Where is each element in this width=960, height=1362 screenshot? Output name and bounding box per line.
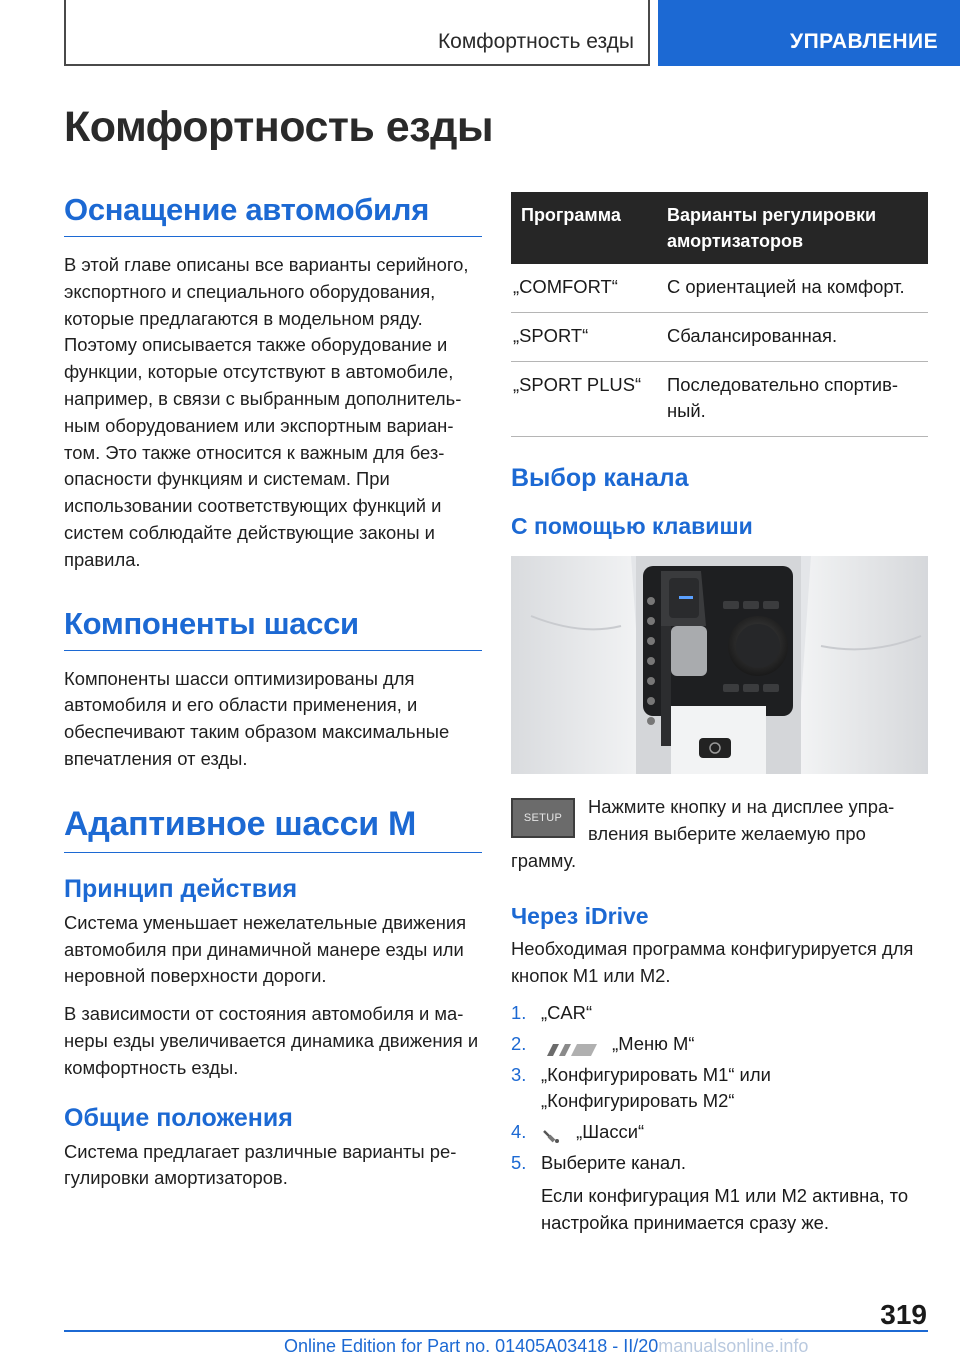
step-text: „Меню M“ [612, 1032, 695, 1054]
page-title: Комфортность езды [64, 103, 494, 151]
header-section-tab[interactable]: УПРАВЛЕНИЕ [658, 0, 960, 66]
general-text: Система предлагает различные варианты регулировки амортизаторов. [64, 1140, 457, 1189]
idrive-steps-list [511, 1000, 928, 1236]
table-cell-variant: С ориентацией на комфорт. [657, 264, 928, 313]
footer-rule [64, 1330, 928, 1332]
center-console-photo [511, 556, 928, 774]
m-menu-icon [541, 1038, 599, 1052]
components-text: Компоненты шасси оптимизированы для автомобиля и его области применения, и обеспечивают таким образом максимальные впечатления от езды. [64, 667, 450, 769]
list-item [511, 1000, 928, 1027]
setup-instruction-text-continued: грамму. [511, 849, 577, 871]
heading-components: Компоненты шасси [64, 606, 482, 651]
setup-instruction [511, 794, 928, 874]
principle-text-1: Система уменьшает нежелательные движения автомобиля при динамичной манере езды или неровной поверхности дороги. [64, 911, 467, 987]
setup-button-icon: SETUP [511, 798, 575, 838]
heading-via-button: С помощью клавиши [511, 513, 753, 539]
table-header-row [511, 192, 928, 264]
center-console-illustration [511, 556, 928, 774]
heading-adaptive-chassis: Адаптивное шасси M [64, 805, 482, 853]
header-chapter-title: Комфортность езды [437, 30, 634, 53]
table-row [511, 264, 928, 313]
step-number: 3. [511, 1063, 527, 1085]
step-number: 4. [511, 1121, 527, 1143]
step-text: Выберите канал. [541, 1151, 686, 1173]
step-text: „Шасси“ [576, 1121, 645, 1143]
chassis-icon [541, 1125, 563, 1141]
heading-general: Общие положения [64, 1103, 293, 1132]
heading-channel-select: Выбор канала [511, 464, 689, 492]
table-cell-variant: Сбалансированная. [657, 313, 928, 362]
table-row [511, 313, 928, 362]
left-column [64, 192, 482, 1192]
list-item [511, 1062, 928, 1116]
table-cell-program: „SPORT“ [511, 313, 657, 362]
table-header-program: Программа [511, 192, 657, 264]
idrive-text: Необходимая программа конфигурируется для кнопок M1 или M2. [511, 938, 914, 987]
header-chapter-box [64, 0, 650, 66]
principle-text-2: В зависимости от состояния автомобиля и манеры езды увеличивается динамика движения и комфортность езды. [64, 1003, 479, 1078]
step-number: 2. [511, 1032, 527, 1054]
right-column [511, 192, 928, 1236]
damper-programs-table [511, 192, 928, 437]
footer-edition [284, 1336, 808, 1357]
footer-edition-text: Online Edition for Part no. 01405A03418 - II/20 [284, 1336, 659, 1356]
heading-equipment: Оснащение автомобиля [64, 192, 482, 237]
step-text: „Конфигурировать M1“ или „Конфигурировать M2“ [541, 1063, 771, 1112]
heading-principle: Принцип действия [64, 874, 298, 903]
step-number: 1. [511, 1001, 527, 1023]
list-item [511, 1031, 928, 1058]
table-header-variants: Варианты регулировки амортизаторов [657, 192, 928, 264]
footer-watermark: manualsonline.info [658, 1336, 809, 1356]
table-cell-program: „COMFORT“ [511, 264, 657, 313]
step-number: 5. [511, 1151, 527, 1173]
equipment-text: В этой главе описаны все варианты серийного, экспортного и специального оборудования, которые предлагаются в модельном ряду. Поэтому описывается также оборудование и функции, которые отсутствуют в автомобиле, например, в связи с выбранным дополнительным оборудованием или экспортным вариантом. Это также относится к важным для безопасности функциям и системам. При использовании соответствующих функций и систем соблюдайте действующие законы и правила. [64, 254, 469, 570]
list-item [511, 1150, 928, 1236]
setup-instruction-text: Нажмите кнопку и на дисплее управления выберите желаемую про [588, 796, 895, 844]
step-note: Если конфигурация M1 или M2 активна, то настройка принимается сразу же. [541, 1184, 909, 1233]
step-text: „CAR“ [541, 1001, 593, 1023]
page-number: 319 [880, 1299, 927, 1330]
heading-via-idrive: Через iDrive [511, 903, 649, 930]
table-cell-variant: Последовательно спортивный. [657, 362, 928, 437]
list-item [511, 1119, 928, 1146]
table-row [511, 362, 928, 437]
table-cell-program: „SPORT PLUS“ [511, 362, 657, 437]
